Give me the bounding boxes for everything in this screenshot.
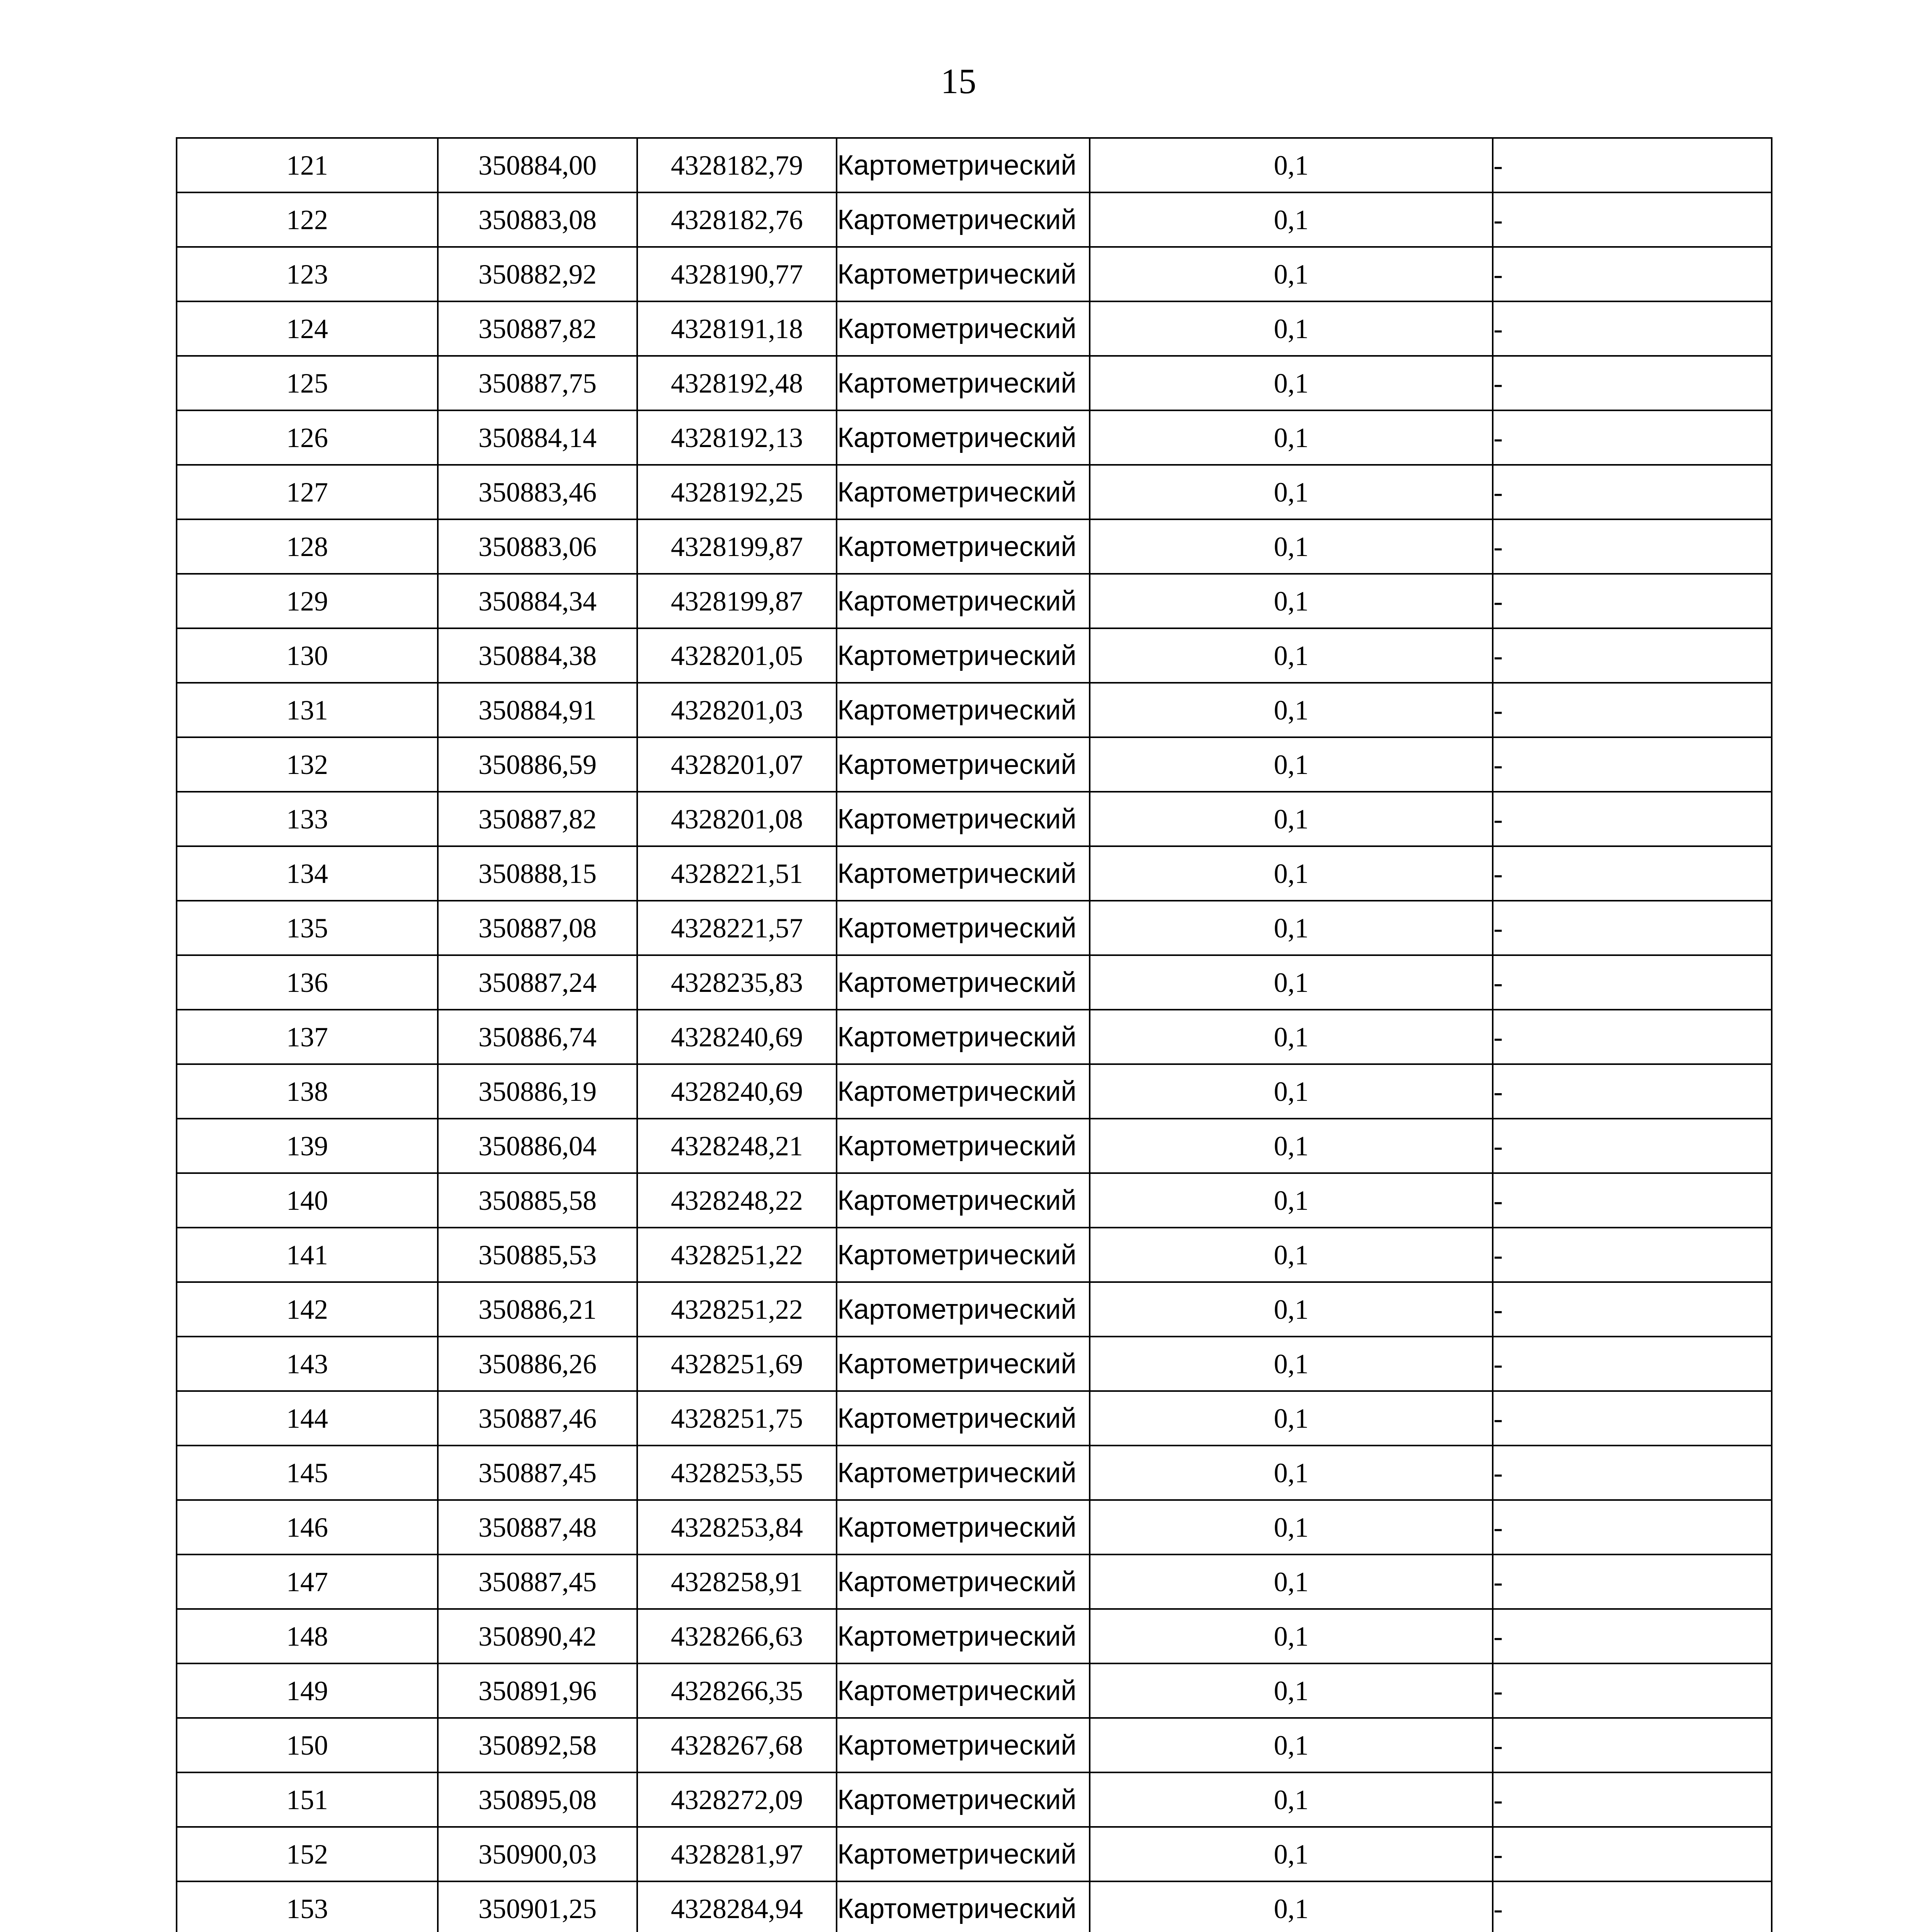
note-cell: - (1493, 247, 1772, 301)
accuracy-cell: 0,1 (1090, 1064, 1493, 1119)
table-row (177, 1881, 1772, 1932)
accuracy-cell: 0,1 (1090, 356, 1493, 410)
accuracy-cell: 0,1 (1090, 192, 1493, 247)
x-coordinate-cell: 350883,46 (438, 465, 637, 519)
x-coordinate-cell: 350884,14 (438, 410, 637, 465)
x-coordinate-cell: 350884,38 (438, 628, 637, 683)
y-coordinate-cell: 4328221,51 (637, 846, 837, 901)
table-row (177, 901, 1772, 955)
table-row (177, 1772, 1772, 1827)
accuracy-cell: 0,1 (1090, 1827, 1493, 1881)
point-number-cell: 153 (177, 1881, 438, 1932)
accuracy-cell: 0,1 (1090, 519, 1493, 574)
point-number-cell: 151 (177, 1772, 438, 1827)
x-coordinate-cell: 350900,03 (438, 1827, 637, 1881)
table-row (177, 1500, 1772, 1554)
accuracy-cell: 0,1 (1090, 301, 1493, 356)
y-coordinate-cell: 4328201,03 (637, 683, 837, 737)
table-row (177, 1282, 1772, 1337)
method-cell: Картометрический (837, 1554, 1090, 1609)
x-coordinate-cell: 350886,74 (438, 1010, 637, 1064)
accuracy-cell: 0,1 (1090, 1772, 1493, 1827)
accuracy-cell: 0,1 (1090, 1609, 1493, 1663)
note-cell: - (1493, 683, 1772, 737)
accuracy-cell: 0,1 (1090, 138, 1493, 192)
point-number-cell: 121 (177, 138, 438, 192)
y-coordinate-cell: 4328201,08 (637, 792, 837, 846)
note-cell: - (1493, 1010, 1772, 1064)
table-row (177, 138, 1772, 192)
accuracy-cell: 0,1 (1090, 1554, 1493, 1609)
note-cell: - (1493, 1663, 1772, 1718)
y-coordinate-cell: 4328182,79 (637, 138, 837, 192)
accuracy-cell: 0,1 (1090, 1391, 1493, 1446)
x-coordinate-cell: 350883,08 (438, 192, 637, 247)
accuracy-cell: 0,1 (1090, 1881, 1493, 1932)
table-row (177, 1446, 1772, 1500)
x-coordinate-cell: 350888,15 (438, 846, 637, 901)
note-cell: - (1493, 901, 1772, 955)
note-cell: - (1493, 192, 1772, 247)
method-cell: Картометрический (837, 955, 1090, 1010)
x-coordinate-cell: 350884,34 (438, 574, 637, 628)
point-number-cell: 152 (177, 1827, 438, 1881)
method-cell: Картометрический (837, 247, 1090, 301)
point-number-cell: 139 (177, 1119, 438, 1173)
method-cell: Картометрический (837, 1173, 1090, 1228)
method-cell: Картометрический (837, 1609, 1090, 1663)
table-row (177, 410, 1772, 465)
method-cell: Картометрический (837, 901, 1090, 955)
method-cell: Картометрический (837, 1010, 1090, 1064)
point-number-cell: 124 (177, 301, 438, 356)
accuracy-cell: 0,1 (1090, 955, 1493, 1010)
note-cell: - (1493, 1827, 1772, 1881)
point-number-cell: 125 (177, 356, 438, 410)
y-coordinate-cell: 4328240,69 (637, 1064, 837, 1119)
table-row (177, 465, 1772, 519)
point-number-cell: 126 (177, 410, 438, 465)
x-coordinate-cell: 350883,06 (438, 519, 637, 574)
table-row (177, 1554, 1772, 1609)
note-cell: - (1493, 1173, 1772, 1228)
point-number-cell: 143 (177, 1337, 438, 1391)
x-coordinate-cell: 350887,46 (438, 1391, 637, 1446)
point-number-cell: 145 (177, 1446, 438, 1500)
point-number-cell: 140 (177, 1173, 438, 1228)
table-row (177, 1228, 1772, 1282)
y-coordinate-cell: 4328190,77 (637, 247, 837, 301)
y-coordinate-cell: 4328251,22 (637, 1282, 837, 1337)
x-coordinate-cell: 350887,45 (438, 1446, 637, 1500)
accuracy-cell: 0,1 (1090, 1718, 1493, 1772)
note-cell: - (1493, 955, 1772, 1010)
note-cell: - (1493, 465, 1772, 519)
accuracy-cell: 0,1 (1090, 628, 1493, 683)
y-coordinate-cell: 4328182,76 (637, 192, 837, 247)
x-coordinate-cell: 350887,45 (438, 1554, 637, 1609)
method-cell: Картометрический (837, 192, 1090, 247)
point-number-cell: 137 (177, 1010, 438, 1064)
accuracy-cell: 0,1 (1090, 1228, 1493, 1282)
y-coordinate-cell: 4328240,69 (637, 1010, 837, 1064)
method-cell: Картометрический (837, 356, 1090, 410)
x-coordinate-cell: 350892,58 (438, 1718, 637, 1772)
note-cell: - (1493, 1391, 1772, 1446)
accuracy-cell: 0,1 (1090, 792, 1493, 846)
y-coordinate-cell: 4328267,68 (637, 1718, 837, 1772)
method-cell: Картометрический (837, 1337, 1090, 1391)
accuracy-cell: 0,1 (1090, 465, 1493, 519)
table-row (177, 192, 1772, 247)
note-cell: - (1493, 1282, 1772, 1337)
table-row (177, 1173, 1772, 1228)
accuracy-cell: 0,1 (1090, 1010, 1493, 1064)
method-cell: Картометрический (837, 138, 1090, 192)
note-cell: - (1493, 1228, 1772, 1282)
y-coordinate-cell: 4328199,87 (637, 519, 837, 574)
point-number-cell: 147 (177, 1554, 438, 1609)
x-coordinate-cell: 350882,92 (438, 247, 637, 301)
y-coordinate-cell: 4328253,84 (637, 1500, 837, 1554)
x-coordinate-cell: 350890,42 (438, 1609, 637, 1663)
coordinates-table (176, 137, 1772, 1932)
coordinates-table-body (177, 138, 1772, 1932)
note-cell: - (1493, 519, 1772, 574)
table-row (177, 1010, 1772, 1064)
note-cell: - (1493, 138, 1772, 192)
accuracy-cell: 0,1 (1090, 737, 1493, 792)
point-number-cell: 130 (177, 628, 438, 683)
method-cell: Картометрический (837, 1827, 1090, 1881)
table-row (177, 792, 1772, 846)
note-cell: - (1493, 1772, 1772, 1827)
point-number-cell: 123 (177, 247, 438, 301)
method-cell: Картометрический (837, 1064, 1090, 1119)
table-row (177, 1663, 1772, 1718)
note-cell: - (1493, 1500, 1772, 1554)
y-coordinate-cell: 4328248,21 (637, 1119, 837, 1173)
x-coordinate-cell: 350884,91 (438, 683, 637, 737)
method-cell: Картометрический (837, 628, 1090, 683)
table-row (177, 1337, 1772, 1391)
x-coordinate-cell: 350886,04 (438, 1119, 637, 1173)
accuracy-cell: 0,1 (1090, 846, 1493, 901)
method-cell: Картометрический (837, 1500, 1090, 1554)
table-row (177, 1718, 1772, 1772)
x-coordinate-cell: 350885,58 (438, 1173, 637, 1228)
y-coordinate-cell: 4328266,35 (637, 1663, 837, 1718)
note-cell: - (1493, 1446, 1772, 1500)
x-coordinate-cell: 350886,19 (438, 1064, 637, 1119)
note-cell: - (1493, 1881, 1772, 1932)
note-cell: - (1493, 574, 1772, 628)
method-cell: Картометрический (837, 1228, 1090, 1282)
point-number-cell: 148 (177, 1609, 438, 1663)
x-coordinate-cell: 350887,08 (438, 901, 637, 955)
note-cell: - (1493, 301, 1772, 356)
note-cell: - (1493, 1064, 1772, 1119)
x-coordinate-cell: 350895,08 (438, 1772, 637, 1827)
accuracy-cell: 0,1 (1090, 1173, 1493, 1228)
y-coordinate-cell: 4328235,83 (637, 955, 837, 1010)
note-cell: - (1493, 1119, 1772, 1173)
point-number-cell: 135 (177, 901, 438, 955)
note-cell: - (1493, 628, 1772, 683)
table-row (177, 955, 1772, 1010)
y-coordinate-cell: 4328284,94 (637, 1881, 837, 1932)
x-coordinate-cell: 350887,24 (438, 955, 637, 1010)
note-cell: - (1493, 1337, 1772, 1391)
y-coordinate-cell: 4328248,22 (637, 1173, 837, 1228)
point-number-cell: 141 (177, 1228, 438, 1282)
accuracy-cell: 0,1 (1090, 247, 1493, 301)
x-coordinate-cell: 350887,82 (438, 792, 637, 846)
y-coordinate-cell: 4328251,22 (637, 1228, 837, 1282)
y-coordinate-cell: 4328251,75 (637, 1391, 837, 1446)
y-coordinate-cell: 4328199,87 (637, 574, 837, 628)
note-cell: - (1493, 846, 1772, 901)
method-cell: Картометрический (837, 1119, 1090, 1173)
point-number-cell: 144 (177, 1391, 438, 1446)
point-number-cell: 132 (177, 737, 438, 792)
point-number-cell: 131 (177, 683, 438, 737)
y-coordinate-cell: 4328272,09 (637, 1772, 837, 1827)
method-cell: Картометрический (837, 1718, 1090, 1772)
table-row (177, 574, 1772, 628)
table-row (177, 1827, 1772, 1881)
point-number-cell: 129 (177, 574, 438, 628)
method-cell: Картометрический (837, 737, 1090, 792)
y-coordinate-cell: 4328251,69 (637, 1337, 837, 1391)
y-coordinate-cell: 4328201,07 (637, 737, 837, 792)
point-number-cell: 138 (177, 1064, 438, 1119)
accuracy-cell: 0,1 (1090, 574, 1493, 628)
point-number-cell: 136 (177, 955, 438, 1010)
y-coordinate-cell: 4328201,05 (637, 628, 837, 683)
note-cell: - (1493, 792, 1772, 846)
table-row (177, 356, 1772, 410)
accuracy-cell: 0,1 (1090, 1337, 1493, 1391)
x-coordinate-cell: 350887,48 (438, 1500, 637, 1554)
method-cell: Картометрический (837, 465, 1090, 519)
accuracy-cell: 0,1 (1090, 1282, 1493, 1337)
table-row (177, 519, 1772, 574)
x-coordinate-cell: 350901,25 (438, 1881, 637, 1932)
x-coordinate-cell: 350886,59 (438, 737, 637, 792)
table-row (177, 628, 1772, 683)
method-cell: Картометрический (837, 519, 1090, 574)
point-number-cell: 134 (177, 846, 438, 901)
x-coordinate-cell: 350885,53 (438, 1228, 637, 1282)
x-coordinate-cell: 350886,21 (438, 1282, 637, 1337)
table-row (177, 846, 1772, 901)
method-cell: Картометрический (837, 846, 1090, 901)
x-coordinate-cell: 350887,82 (438, 301, 637, 356)
note-cell: - (1493, 356, 1772, 410)
x-coordinate-cell: 350887,75 (438, 356, 637, 410)
table-row (177, 737, 1772, 792)
y-coordinate-cell: 4328281,97 (637, 1827, 837, 1881)
point-number-cell: 122 (177, 192, 438, 247)
table-row (177, 247, 1772, 301)
point-number-cell: 150 (177, 1718, 438, 1772)
note-cell: - (1493, 1718, 1772, 1772)
y-coordinate-cell: 4328221,57 (637, 901, 837, 955)
point-number-cell: 133 (177, 792, 438, 846)
method-cell: Картометрический (837, 301, 1090, 356)
method-cell: Картометрический (837, 1282, 1090, 1337)
accuracy-cell: 0,1 (1090, 901, 1493, 955)
y-coordinate-cell: 4328266,63 (637, 1609, 837, 1663)
accuracy-cell: 0,1 (1090, 1663, 1493, 1718)
method-cell: Картометрический (837, 1881, 1090, 1932)
x-coordinate-cell: 350884,00 (438, 138, 637, 192)
point-number-cell: 146 (177, 1500, 438, 1554)
accuracy-cell: 0,1 (1090, 1446, 1493, 1500)
table-row (177, 683, 1772, 737)
y-coordinate-cell: 4328192,13 (637, 410, 837, 465)
y-coordinate-cell: 4328258,91 (637, 1554, 837, 1609)
table-row (177, 1064, 1772, 1119)
y-coordinate-cell: 4328192,25 (637, 465, 837, 519)
point-number-cell: 128 (177, 519, 438, 574)
method-cell: Картометрический (837, 410, 1090, 465)
note-cell: - (1493, 1609, 1772, 1663)
note-cell: - (1493, 410, 1772, 465)
x-coordinate-cell: 350886,26 (438, 1337, 637, 1391)
x-coordinate-cell: 350891,96 (438, 1663, 637, 1718)
note-cell: - (1493, 1554, 1772, 1609)
y-coordinate-cell: 4328192,48 (637, 356, 837, 410)
accuracy-cell: 0,1 (1090, 410, 1493, 465)
point-number-cell: 142 (177, 1282, 438, 1337)
accuracy-cell: 0,1 (1090, 1500, 1493, 1554)
table-row (177, 1609, 1772, 1663)
y-coordinate-cell: 4328253,55 (637, 1446, 837, 1500)
y-coordinate-cell: 4328191,18 (637, 301, 837, 356)
table-row (177, 1391, 1772, 1446)
table-row (177, 301, 1772, 356)
accuracy-cell: 0,1 (1090, 1119, 1493, 1173)
method-cell: Картометрический (837, 1663, 1090, 1718)
note-cell: - (1493, 737, 1772, 792)
method-cell: Картометрический (837, 1391, 1090, 1446)
method-cell: Картометрический (837, 1446, 1090, 1500)
method-cell: Картометрический (837, 792, 1090, 846)
table-row (177, 1119, 1772, 1173)
accuracy-cell: 0,1 (1090, 683, 1493, 737)
point-number-cell: 127 (177, 465, 438, 519)
method-cell: Картометрический (837, 683, 1090, 737)
point-number-cell: 149 (177, 1663, 438, 1718)
method-cell: Картометрический (837, 574, 1090, 628)
method-cell: Картометрический (837, 1772, 1090, 1827)
page-number: 15 (941, 61, 976, 101)
